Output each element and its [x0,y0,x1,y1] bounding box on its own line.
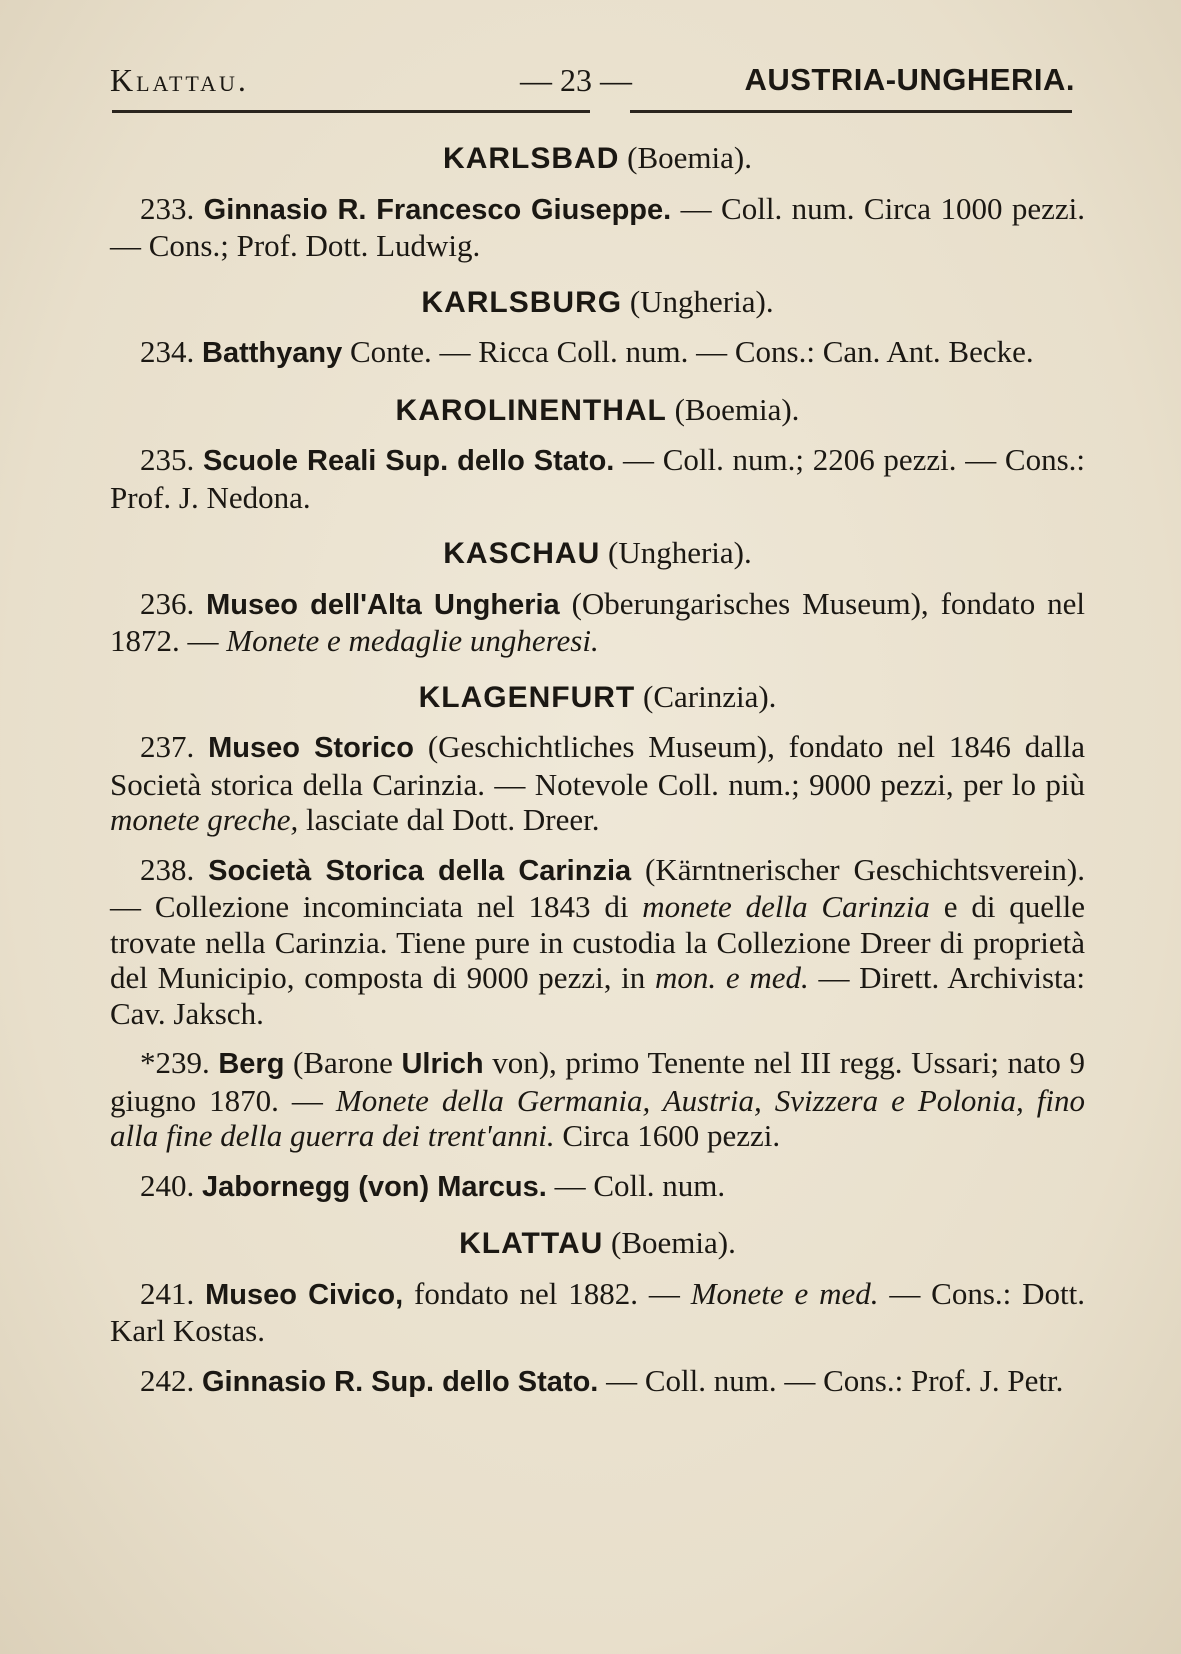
entry-italic: mon. e med. [655,960,809,995]
header-left: Klattau. [110,62,249,98]
city-name: KASCHAU [443,537,601,570]
city-region: (Ungheria). [608,535,752,570]
entry-number: *239. [140,1045,210,1080]
city-heading [110,679,1085,716]
entry-236 [110,586,1085,659]
header-right: AUSTRIA-UNGHERIA. [744,62,1075,97]
city-name: KARLSBAD [443,142,620,175]
running-header [110,58,1075,98]
entry-text: — Coll. num.; 2206 pezzi. — Cons.: Prof. J. Nedona. [110,442,1086,515]
entry-italic: Monete e medaglie ungheresi. [226,623,599,658]
city-region: (Ungheria). [629,283,774,319]
city-region: (Boemia). [627,140,752,175]
entry-text: Circa 1600 pezzi. [554,1118,781,1153]
entry-name: Museo Storico [208,732,414,764]
entry-italic: Monete e med. [690,1275,879,1311]
entry-name: Batthyany [202,337,343,369]
entry-234 [110,334,1085,372]
entry-text: — Coll. num. — Cons.: Prof. J. Petr. [598,1362,1064,1398]
entry-number: 235. [140,442,195,477]
entry-text: (Kärntnerischer Geschichtsverein). — Collezione incominciata nel 1843 di [110,851,1086,924]
entry-name: Museo Civico, [205,1278,404,1311]
city-heading [110,535,1085,572]
header-rule-right [630,110,1072,113]
entry-name: Museo dell'Alta Ungheria [206,588,560,621]
entry-number: 238. [140,851,195,887]
city-name: KAROLINENTHAL [395,393,667,427]
entry-italic: monete della Carinzia [642,889,930,924]
city-heading [110,140,1085,177]
entry-name: Società Storica della Carinzia [208,854,632,887]
city-name: KARLSBURG [421,285,623,319]
page-number: — 23 — [520,62,632,98]
entry-text: (Barone [284,1045,402,1080]
page-content [110,140,1085,1400]
city-region: (Carinzia). [643,678,777,714]
entry-italic: Monete della Germania, Austria, Svizzera e Polonia, fino alla fine della guerra dei trent'anni. [110,1082,1085,1153]
city-region: (Boemia). [611,1225,736,1260]
entry-italic: monete greche, [110,802,299,837]
city-name: KLATTAU [459,1227,604,1260]
entry-text: von), primo Tenente nel III regg. Ussari; nato 9 giugno 1870. — [110,1045,1086,1118]
entry-number: 240. [140,1167,195,1203]
entry-text: lasciate dal Dott. Dreer. [298,802,600,837]
entry-text: — Dirett. Archivista: Cav. Jaksch. [110,960,1085,1031]
entry-240 [110,1168,1085,1206]
entry-number: 234. [140,334,195,369]
entry-number: 233. [140,190,195,226]
entry-name: Ulrich [401,1048,484,1080]
entry-text: (Oberungarisches Museum), fondato nel 1872. — [110,585,1086,658]
entry-text: e di quelle trovate nella Carinzia. Tiene pure in custodia la Collezione Dreer di proprietà del Municipio, composta di 9000 pezzi, in [110,889,1085,995]
entry-text: Conte. — Ricca Coll. num. — Cons.: Can. Ant. Becke. [342,334,1034,369]
entry-text: fondato nel 1882. — [403,1275,691,1311]
entry-text: — Coll. num. Circa 1000 pezzi. — Cons.; Prof. Dott. Ludwig. [110,190,1086,263]
entry-name: Ginnasio R. Francesco Giuseppe. [203,193,672,226]
entry-number: 236. [140,585,195,621]
entry-number: 241. [140,1275,195,1311]
entry-235 [110,442,1085,515]
entry-242 [110,1363,1085,1401]
city-heading [110,284,1085,321]
city-name: KLAGENFURT [418,680,636,714]
header-rule-left [112,110,590,113]
city-region: (Boemia). [674,391,800,427]
entry-text: — Cons.: Dott. Karl Kostas. [110,1275,1085,1348]
entry-text: (Geschichtliches Museum), fondato nel 1846 dalla Società storica della Carinzia. — Notevole Coll. num.; 9000 pezzi, per lo più [110,729,1085,802]
entry-238 [110,852,1085,1032]
entry-name: Berg [218,1048,285,1080]
entry-233 [110,191,1085,264]
entry-239 [110,1045,1085,1154]
entry-number: 237. [140,729,195,764]
entry-text: — Coll. num. [546,1167,726,1203]
city-heading [110,392,1085,429]
entry-237 [110,729,1085,838]
city-heading [110,1225,1085,1262]
entry-name: Ginnasio R. Sup. dello Stato. [202,1365,599,1398]
entry-241 [110,1276,1085,1349]
entry-number: 242. [140,1362,195,1398]
entry-name: Scuole Reali Sup. dello Stato. [202,445,615,477]
entry-name: Jabornegg (von) Marcus. [202,1170,547,1203]
